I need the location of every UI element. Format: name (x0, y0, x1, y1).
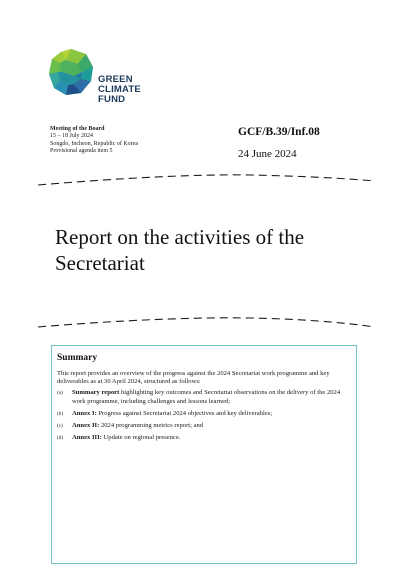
summary-list-item (57, 389, 347, 405)
gcf-logo (48, 48, 148, 108)
list-marker: (c) (57, 423, 63, 430)
list-item-label: Annex II: (72, 422, 100, 430)
gcf-globe-icon (48, 48, 94, 96)
logo-wordmark (98, 75, 141, 105)
list-marker: (b) (57, 410, 64, 417)
summary-list-item (57, 434, 347, 442)
list-marker: (a) (57, 390, 63, 397)
meeting-info (50, 126, 138, 156)
logo-line: CLIMATE (98, 84, 141, 95)
list-item-body (72, 434, 347, 442)
meeting-agenda: Provisional agenda item 5 (50, 148, 113, 155)
decorative-rule-top (0, 172, 413, 188)
report-title: Report on the activities of the Secretariat (55, 225, 305, 275)
summary-list-item (57, 410, 347, 418)
meeting-dates: 15 – 18 July 2024 (50, 133, 94, 140)
summary-heading: Summary (57, 353, 98, 363)
summary-list (57, 389, 347, 442)
list-item-body (72, 422, 347, 430)
list-item-body (72, 410, 347, 418)
list-item-body (72, 389, 347, 405)
summary-box (51, 345, 357, 564)
list-item-label: Annex III: (72, 434, 102, 442)
list-item-label: Summary report (72, 389, 120, 397)
list-item-text: 2024 programming metrics report; and (99, 422, 204, 430)
summary-intro: This report provides an overview of the progress against the 2024 Secretariat work programme and key deliverables as at 30 April 2024, structured as follows: (57, 370, 330, 386)
meeting-location: Songdo, Incheon, Republic of Korea (50, 140, 138, 147)
list-marker: (d) (57, 435, 64, 442)
list-item-label: Annex I: (72, 409, 97, 417)
list-item-text: Update on regional presence. (101, 434, 181, 442)
decorative-rule-bottom (0, 314, 413, 330)
summary-list-item (57, 422, 347, 430)
list-item-text: Progress against Secretariat 2024 objectives and key deliverables; (96, 409, 273, 417)
document-reference: GCF/B.39/Inf.08 (238, 126, 320, 138)
document-date: 24 June 2024 (238, 148, 297, 160)
logo-line: GREEN (98, 74, 133, 85)
list-item-text: highlighting key outcomes and Secretariat observations on the delivery of the 2024 work programme, including challenges and lessons learned; (72, 389, 341, 405)
logo-line: FUND (98, 94, 126, 105)
meeting-title: Meeting of the Board (50, 126, 105, 132)
